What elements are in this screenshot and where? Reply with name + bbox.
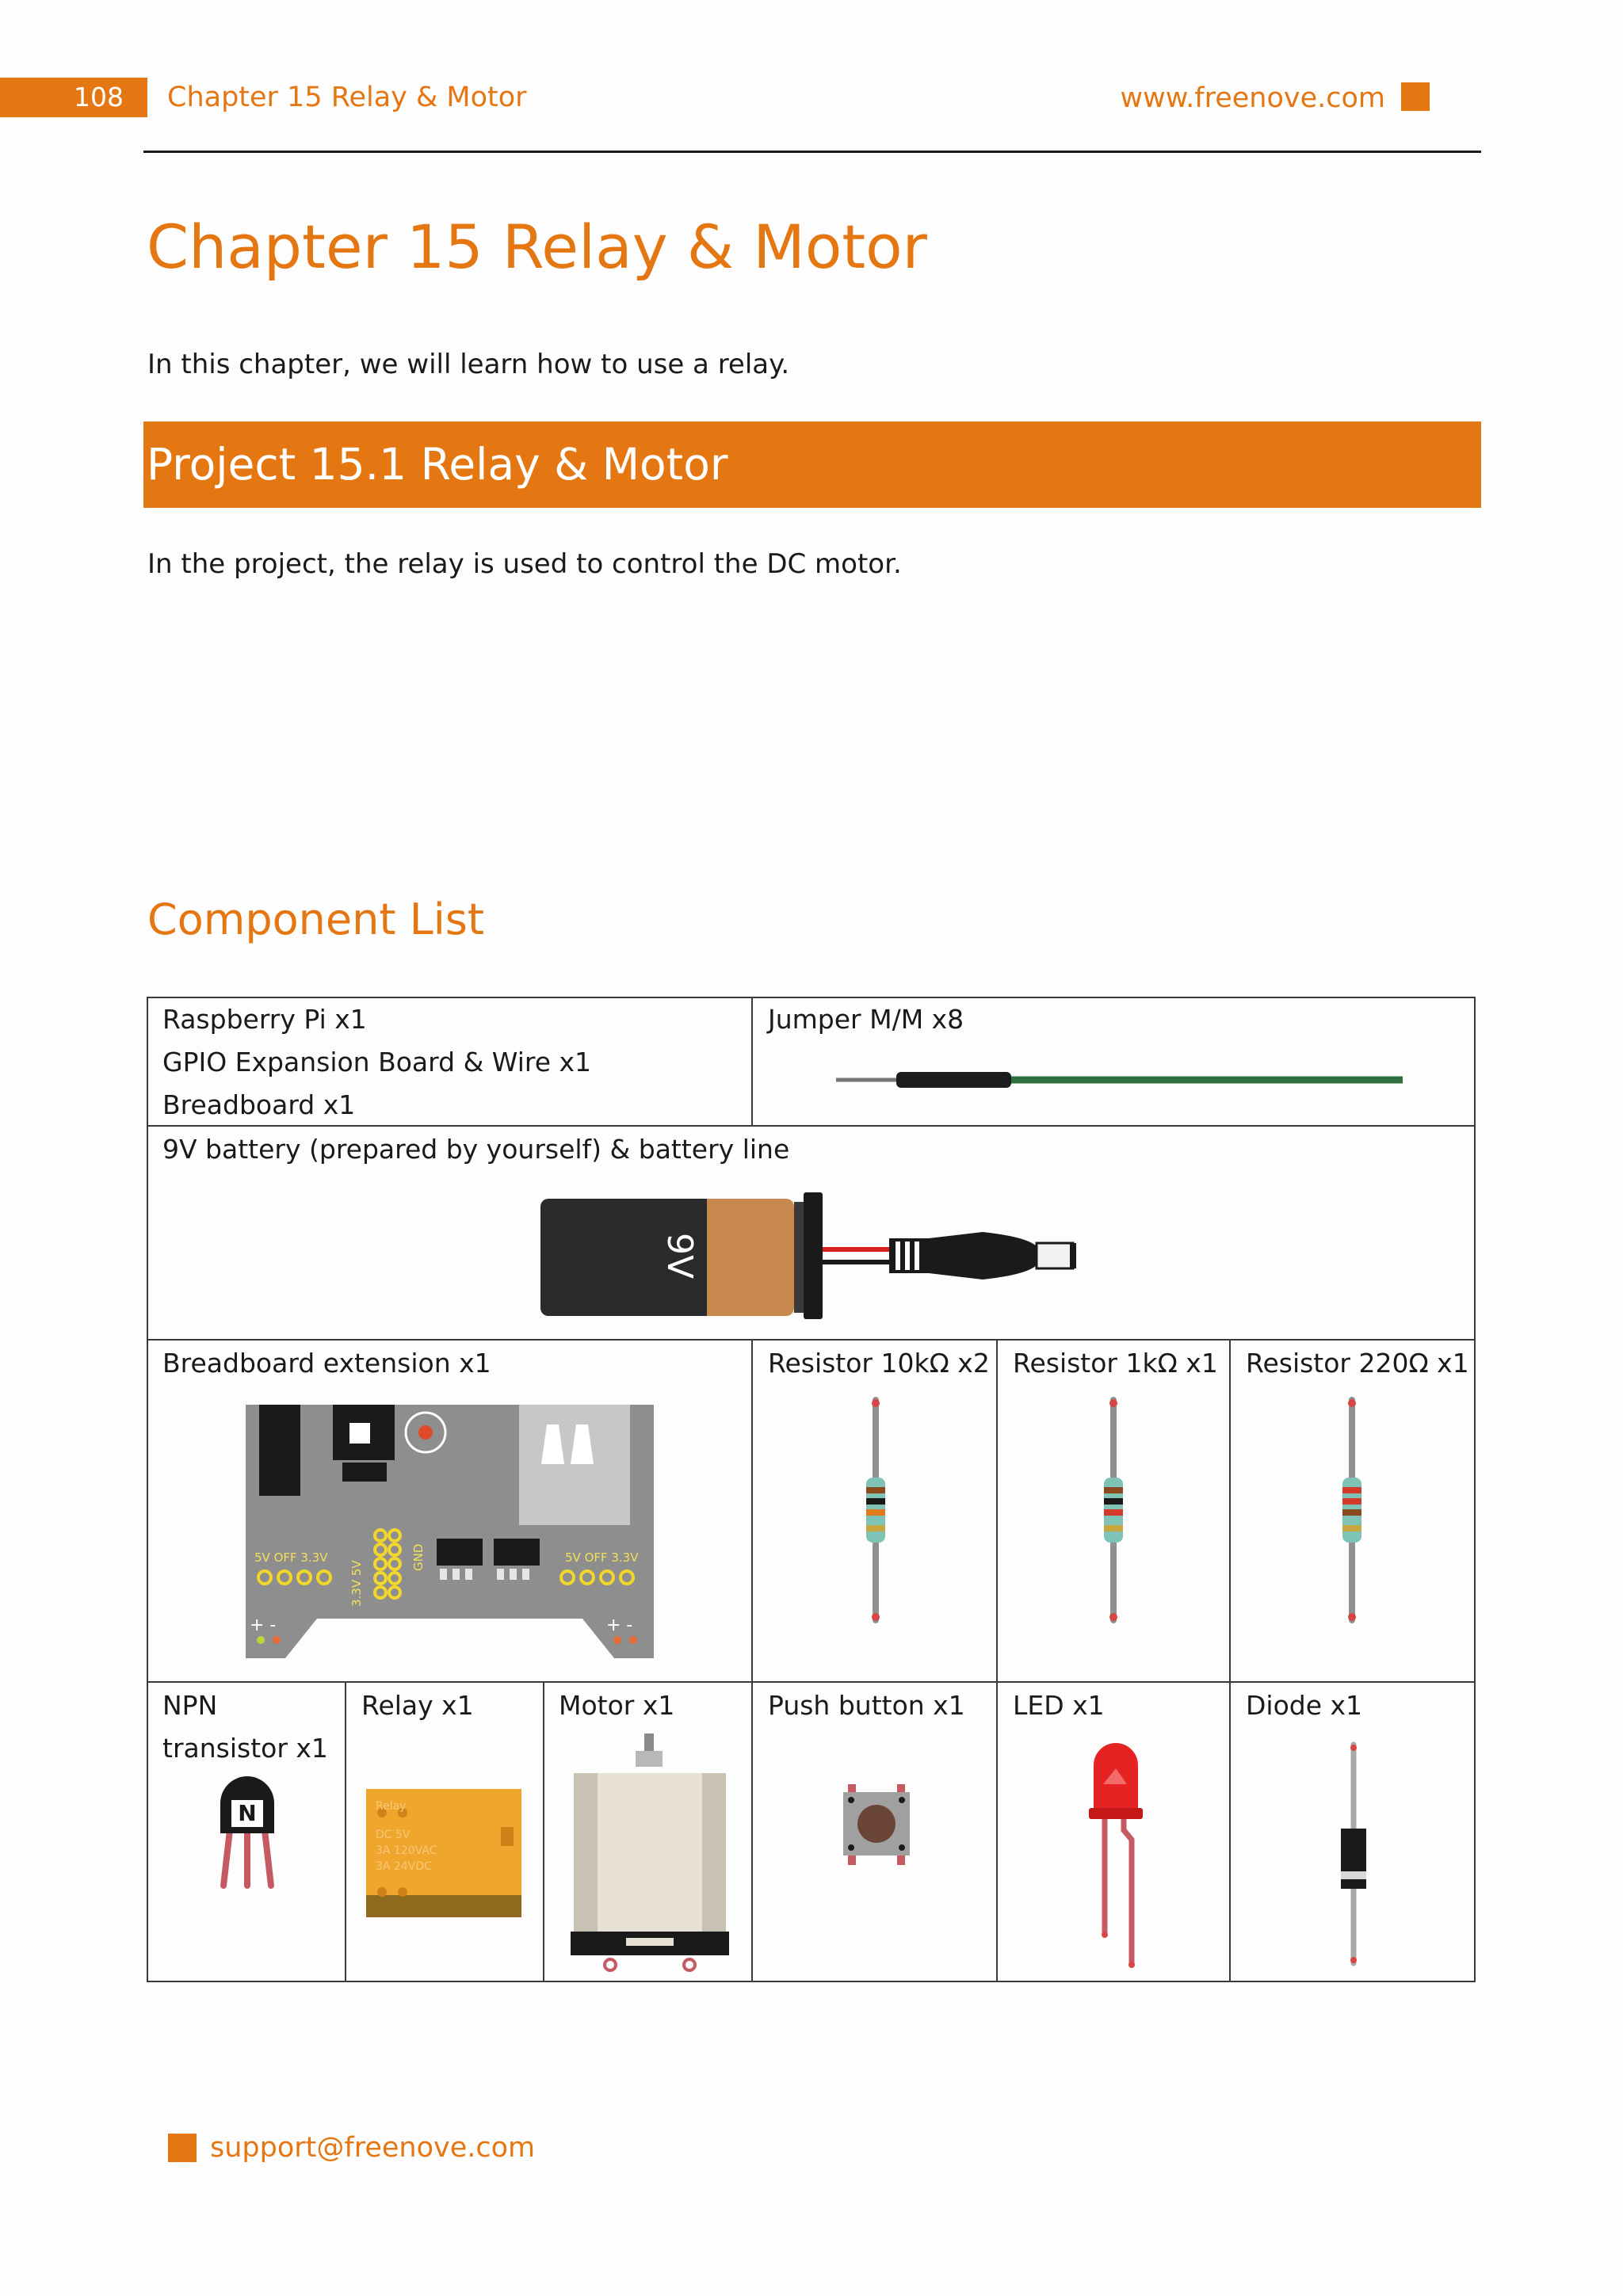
table-border-right [1474, 997, 1476, 1982]
header-website-link[interactable]: www.freenove.com [1120, 82, 1385, 114]
relay-image [366, 1789, 521, 1917]
breadboard-left-plus-minus: + - [250, 1615, 277, 1635]
table-rule [996, 1339, 998, 1982]
table-rule [751, 1339, 753, 1982]
page-number-box [0, 78, 147, 117]
motor-image [571, 1733, 729, 1974]
npn-transistor-image [216, 1775, 279, 1889]
support-email-link[interactable]: support@freenove.com [210, 2132, 536, 2164]
component-list-heading: Component List [147, 894, 485, 944]
relay-brand: Relay [376, 1800, 407, 1813]
component-led: LED x1 [1013, 1690, 1105, 1721]
component-push-button: Push button x1 [768, 1690, 965, 1721]
resistor-220-image [1342, 1398, 1361, 1622]
table-rule [1229, 1339, 1231, 1982]
header-chapter-title: Chapter 15 Relay & Motor [167, 82, 527, 113]
breadboard-right-pin-label: 5V OFF 3.3V [565, 1550, 639, 1565]
relay-line3: 3A 24VDC [376, 1860, 432, 1873]
intro-paragraph: In this chapter, we will learn how to use a relay. [147, 349, 790, 380]
component-jumper: Jumper M/M x8 [768, 1004, 964, 1035]
project-banner [143, 421, 1481, 508]
header-divider [143, 151, 1481, 153]
jumper-wire-image [836, 1068, 1407, 1092]
component-battery: 9V battery (prepared by yourself) & battery line [162, 1134, 790, 1165]
relay-line2: 3A 120VAC [376, 1844, 437, 1857]
footer-square-mark [168, 2134, 197, 2162]
component-npn-line1: NPN [162, 1690, 218, 1721]
table-rule [543, 1681, 544, 1982]
led-image [1086, 1737, 1146, 1968]
breadboard-gnd-label: GND [411, 1543, 426, 1571]
component-diode: Diode x1 [1246, 1690, 1363, 1721]
breadboard-extension-image [242, 1401, 658, 1662]
table-border-left [147, 997, 148, 1982]
component-resistor-220: Resistor 220Ω x1 [1246, 1348, 1469, 1379]
chapter-title: Chapter 15 Relay & Motor [147, 212, 927, 282]
component-resistor-10k: Resistor 10kΩ x2 [768, 1348, 990, 1379]
battery-label: 9V [659, 1232, 700, 1280]
resistor-10k-image [866, 1398, 885, 1622]
component-breadboard: Breadboard x1 [162, 1089, 356, 1120]
component-raspberry-pi: Raspberry Pi x1 [162, 1004, 367, 1035]
header-square-mark [1401, 82, 1430, 111]
project-title: Project 15.1 Relay & Motor [147, 439, 728, 490]
breadboard-right-plus-minus: + - [606, 1615, 633, 1635]
resistor-1k-image [1104, 1398, 1123, 1622]
breadboard-vertical-label: 3.3V 5V [349, 1560, 364, 1607]
component-relay: Relay x1 [361, 1690, 474, 1721]
relay-line1: DC 5V [376, 1829, 411, 1841]
project-description: In the project, the relay is used to control the DC motor. [147, 548, 902, 580]
push-button-image [843, 1783, 910, 1867]
npn-mark: N [238, 1800, 257, 1826]
page-number: 108 [74, 82, 124, 113]
breadboard-left-pin-label: 5V OFF 3.3V [254, 1550, 328, 1565]
battery-9v-image [539, 1192, 1086, 1319]
component-gpio-board: GPIO Expansion Board & Wire x1 [162, 1047, 592, 1077]
diode-image [1339, 1743, 1368, 1965]
table-rule [345, 1681, 346, 1982]
component-breadboard-extension: Breadboard extension x1 [162, 1348, 491, 1379]
component-npn-line2: transistor x1 [162, 1733, 328, 1764]
table-rule [147, 1339, 1476, 1341]
component-resistor-1k: Resistor 1kΩ x1 [1013, 1348, 1218, 1379]
component-motor: Motor x1 [559, 1690, 675, 1721]
table-rule [751, 997, 753, 1127]
